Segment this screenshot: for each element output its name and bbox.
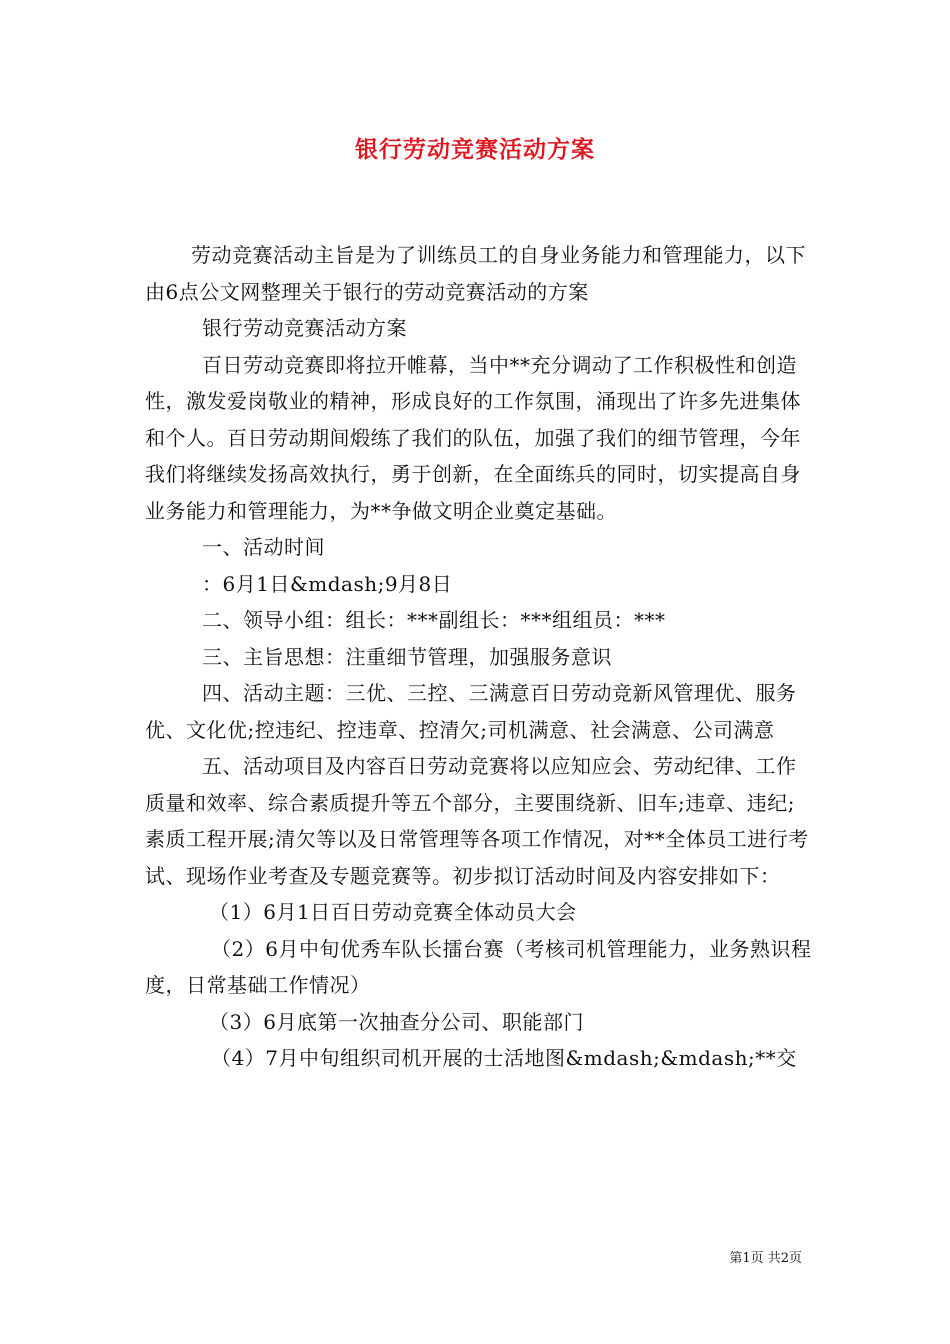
schedule-item-2: （2）6月中旬优秀车队长擂台赛（考核司机管理能力，业务熟识程度，日常基础工作情况）	[145, 936, 812, 997]
activity-dates: ：6月1日&mdash;9月8日	[202, 571, 453, 596]
subtitle-paragraph: 银行劳动竞赛活动方案	[202, 316, 407, 340]
schedule-item-1: （1）6月1日百日劳动竞赛全体动员大会	[209, 900, 577, 924]
schedule-item-3: （3）6月底第一次抽查分公司、职能部门	[209, 1009, 584, 1034]
intro-paragraph: 劳动竞赛活动主旨是为了训练员工的自身业务能力和管理能力，以下由6点公文网整理关于银行的劳动竞赛活动的方案	[145, 243, 806, 304]
document-title: 银行劳动竞赛活动方案	[355, 136, 595, 163]
overview-paragraph: 百日劳动竞赛即将拉开帷幕，当中**充分调动了工作积极性和创造性，激发爱岗敬业的精神，形成良好的工作氛围，涌现出了许多先进集体和个人。百日劳动期间煅练了我们的队伍，加强了我们的细节管理，今年我们将继续发扬高效执行，勇于创新，在全面练兵的同时，切实提高自身业务能力和管理能力，为**争做文明企业奠定基础。	[145, 352, 801, 523]
section-activity-theme: 四、活动主题：三优、三控、三满意百日劳动竞新风管理优、服务优、文化优;控违纪、控违章、控清欠;司机满意、社会满意、公司满意	[145, 681, 797, 742]
schedule-item-4: （4）7月中旬组织司机开展的士活地图&mdash;&mdash;**交	[211, 1046, 797, 1070]
section-activity-time: 一、活动时间	[202, 535, 325, 559]
document-body	[145, 237, 815, 1077]
section-activity-items: 五、活动项目及内容百日劳动竞赛将以应知应会、劳动纪律、工作质量和效率、综合素质提升等五个部分，主要围绕新、旧车;违章、违纪;素质工程开展;清欠等以及日常管理等各项工作情况，对**全体员工进行考试、现场作业考查及专题竞赛等。初步拟订活动时间及内容安排如下：	[145, 754, 809, 888]
section-main-idea: 三、主旨思想：注重细节管理，加强服务意识	[202, 644, 612, 669]
page-number: 第1页 共2页	[729, 1251, 802, 1266]
section-leadership-group: 二、领导小组：组长：***副组长：***组组员：***	[202, 608, 666, 632]
